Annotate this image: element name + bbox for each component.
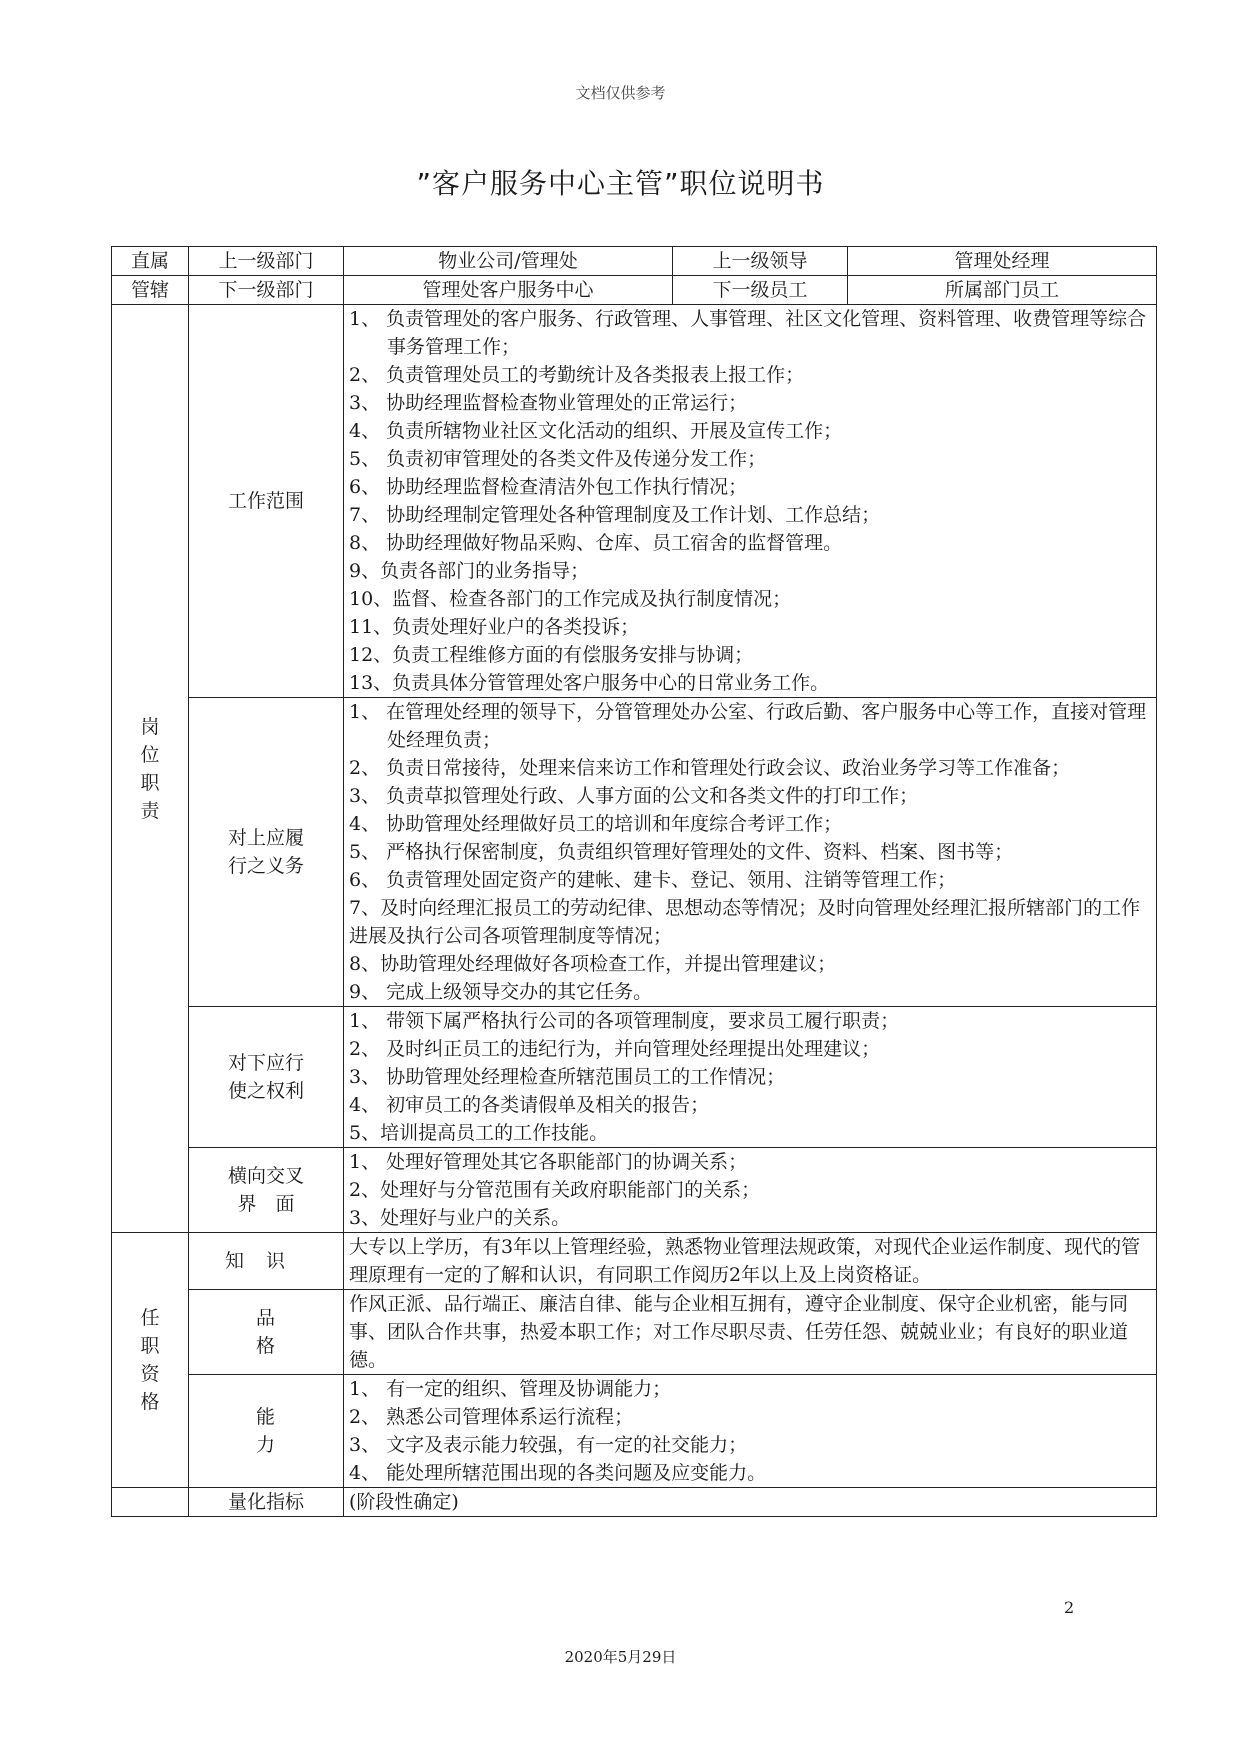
list-item: 12、负责工程维修方面的有偿服务安排与协调； xyxy=(349,644,754,666)
list-item: 3、 协助管理处经理检查所辖范围员工的工作情况； xyxy=(349,1066,786,1088)
list-item: 4、 初审员工的各类请假单及相关的报告； xyxy=(349,1094,710,1116)
list-item: 9、 完成上级领导交办的其它任务。 xyxy=(349,981,653,1003)
table-row xyxy=(112,698,1157,1007)
list-item: 3、 协助经理监督检查物业管理处的正常运行； xyxy=(349,392,748,414)
list-item: 10、监督、检查各部门的工作完成及执行制度情况； xyxy=(349,588,792,610)
list-item: 5、培训提高员工的工作技能。 xyxy=(349,1122,609,1144)
list-item: 8、 协助经理做好物品采购、仓库、员工宿舍的监督管理。 xyxy=(349,532,843,554)
table-row xyxy=(112,1007,1157,1148)
list-item: 1、 有一定的组织、管理及协调能力； xyxy=(349,1378,672,1400)
cell-upper-leader: 管理处经理 xyxy=(848,247,1157,276)
table-row xyxy=(112,1148,1157,1233)
cell-lower-staff: 所属部门员工 xyxy=(848,276,1157,305)
list-item: 1、 带领下属严格执行公司的各项管理制度，要求员工履行职责； xyxy=(349,1010,900,1032)
list-item: 8、协助管理处经理做好各项检查工作，并提出管理建议； xyxy=(349,953,837,975)
table-row xyxy=(112,247,1157,276)
page-number: 2 xyxy=(1064,1598,1075,1617)
quant-value: (阶段性确定) xyxy=(344,1488,1157,1517)
list-item: 1、 处理好管理处其它各职能部门的协调关系； xyxy=(349,1151,748,1173)
qualifications-group-label: 任 职 资 格 xyxy=(112,1233,189,1488)
ability-list xyxy=(344,1375,1157,1488)
lateral-list xyxy=(344,1148,1157,1233)
list-item: 4、 协助管理处经理做好员工的培训和年度综合考评工作； xyxy=(349,813,843,835)
knowledge-label: 知识 xyxy=(189,1233,344,1290)
table-row xyxy=(112,1233,1157,1290)
list-item: 5、 严格执行保密制度，负责组织管理好管理处的文件、资料、档案、图书等； xyxy=(349,841,1014,863)
list-item: 3、 负责草拟管理处行政、人事方面的公文和各类文件的打印工作； xyxy=(349,785,919,807)
list-item: 9、负责各部门的业务指导； xyxy=(349,560,590,582)
duties-group-label: 岗 位 职 责 xyxy=(112,305,189,1233)
list-item: 7、及时向经理汇报员工的劳动纪律、思想动态等情况；及时向管理处经理汇报所辖部门的工作进展及执行公司各项管理制度等情况； xyxy=(349,897,1141,947)
table-row xyxy=(112,1290,1157,1375)
character-text: 作风正派、品行端正、廉洁自律、能与企业相互拥有，遵守企业制度、保守企业机密，能与同事、团队合作共事，热爱本职工作；对工作尽职尽责、任劳任怨、兢兢业业；有良好的职业道德。 xyxy=(344,1290,1157,1375)
list-item: 7、 协助经理制定管理处各种管理制度及工作计划、工作总结； xyxy=(349,504,881,526)
cell-lower-dept: 管理处客户服务中心 xyxy=(344,276,673,305)
job-description-table xyxy=(111,246,1157,1517)
list-item: 4、 能处理所辖范围出现的各类问题及应变能力。 xyxy=(349,1462,767,1484)
header-note: 文档仅供参考 xyxy=(575,84,666,102)
table-row xyxy=(112,1375,1157,1488)
knowledge-text: 大专以上学历，有3年以上管理经验，熟悉物业管理法规政策，对现代企业运作制度、现代的管理原理有一定的了解和认识，有同职工作阅历2年以上及上岗资格证。 xyxy=(344,1233,1157,1290)
list-item: 6、 协助经理监督检查清洁外包工作执行情况； xyxy=(349,476,748,498)
character-label: 品格 xyxy=(189,1290,344,1375)
list-item: 2、 负责日常接待，处理来信来访工作和管理处行政会议、政治业务学习等工作准备； xyxy=(349,757,1071,779)
cell-lower-staff-label: 下一级员工 xyxy=(673,276,848,305)
cell-upper-dept: 物业公司/管理处 xyxy=(344,247,673,276)
downward-list xyxy=(344,1007,1157,1148)
empty-cell xyxy=(112,1488,189,1517)
list-item: 2、 熟悉公司管理体系运行流程； xyxy=(349,1406,634,1428)
list-item: 2、 及时纠正员工的违纪行为，并向管理处经理提出处理建议； xyxy=(349,1038,881,1060)
table-row xyxy=(112,276,1157,305)
page-title: ”客户服务中心主管”职位说明书 xyxy=(416,167,825,200)
list-item: 2、处理好与分管范围有关政府职能部门的关系； xyxy=(349,1179,761,1201)
list-item: 1、 负责管理处的客户服务、行政管理、人事管理、社区文化管理、资料管理、收费管理等综合事务管理工作； xyxy=(349,308,1147,358)
downward-label: 对下应行 使之权利 xyxy=(189,1007,344,1148)
list-item: 3、处理好与业户的关系。 xyxy=(349,1207,571,1229)
list-item: 3、 文字及表示能力较强，有一定的社交能力； xyxy=(349,1434,748,1456)
table-row xyxy=(112,305,1157,698)
scope-list xyxy=(344,305,1157,698)
list-item: 1、 在管理处经理的领导下，分管管理处办公室、行政后勤、客户服务中心等工作，直接对管理处经理负责； xyxy=(349,701,1147,751)
lateral-label: 横向交叉 界 面 xyxy=(189,1148,344,1233)
upward-label: 对上应履 行之义务 xyxy=(189,698,344,1007)
cell-upper-leader-label: 上一级领导 xyxy=(673,247,848,276)
upward-list xyxy=(344,698,1157,1007)
list-item: 6、 负责管理处固定资产的建帐、建卡、登记、领用、注销等管理工作； xyxy=(349,869,957,891)
cell-upper-dept-label: 上一级部门 xyxy=(189,247,344,276)
scope-label: 工作范围 xyxy=(189,305,344,698)
list-item: 4、 负责所辖物业社区文化活动的组织、开展及宣传工作； xyxy=(349,420,843,442)
cell-lower-dept-label: 下一级部门 xyxy=(189,276,344,305)
quant-label: 量化指标 xyxy=(189,1488,344,1517)
list-item: 13、负责具体分管管理处客户服务中心的日常业务工作。 xyxy=(349,672,830,694)
footer-date: 2020年5月29日 xyxy=(564,1648,677,1666)
table-row xyxy=(112,1488,1157,1517)
cell-direct: 直属 xyxy=(112,247,189,276)
ability-label: 能力 xyxy=(189,1375,344,1488)
cell-jurisdiction: 管辖 xyxy=(112,276,189,305)
list-item: 5、 负责初审管理处的各类文件及传递分发工作； xyxy=(349,448,767,470)
list-item: 11、负责处理好业户的各类投诉； xyxy=(349,616,640,638)
list-item: 2、 负责管理处员工的考勤统计及各类报表上报工作； xyxy=(349,364,805,386)
